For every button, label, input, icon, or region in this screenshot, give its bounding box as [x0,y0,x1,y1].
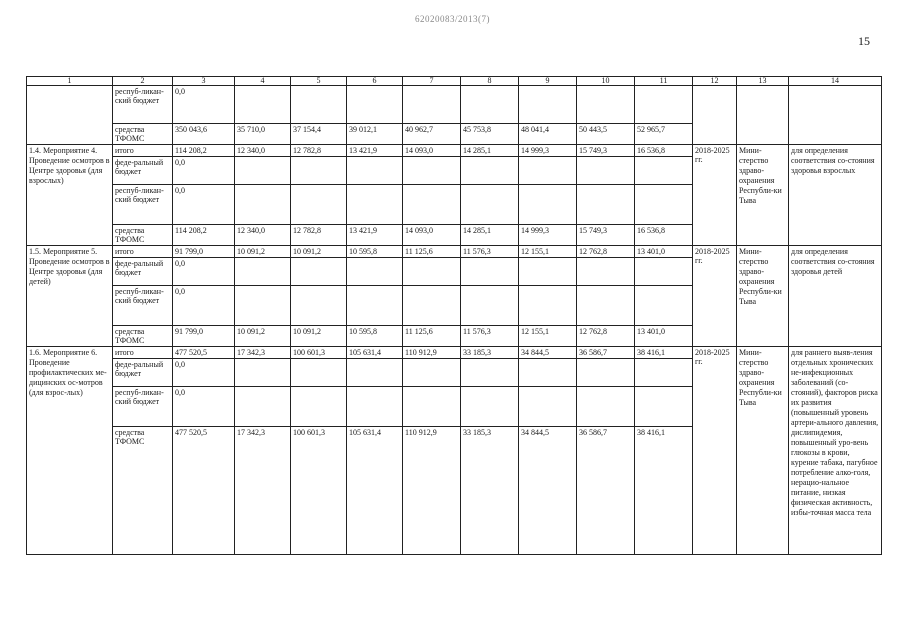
table-cell-value: 13 421,9 [347,145,403,157]
table-cell-value: 10 091,2 [235,326,291,347]
table-cell-value [635,387,693,427]
table-cell-value: 38 416,1 [635,347,693,359]
responsible-cell: Мини-стерство здраво-охранения Республи-ки Тыва [737,145,789,246]
table-cell-value [635,286,693,326]
table-cell-value [403,157,461,185]
table-cell-value [291,86,347,124]
responsible-cell: Мини-стерство здраво-охранения Республи-ки Тыва [737,347,789,555]
table-cell-value [291,387,347,427]
funding-source-cell: феде-ральный бюджет [113,359,173,387]
table-cell-value: 17 342,3 [235,427,291,555]
table-cell-value [519,286,577,326]
table-cell-value: 39 012,1 [347,124,403,145]
table-cell-value: 12 155,1 [519,326,577,347]
table-cell-value [235,258,291,286]
table-cell-value: 33 185,3 [461,347,519,359]
col-number: 5 [291,77,347,86]
table-cell-value [235,359,291,387]
table-cell-value [403,185,461,225]
table-cell-value [635,359,693,387]
table-cell-value: 105 631,4 [347,347,403,359]
table-cell-value: 114 208,2 [173,225,235,246]
table-cell-value [235,286,291,326]
table-cell-value [235,157,291,185]
table-row [27,246,882,258]
table-cell-value: 350 043,6 [173,124,235,145]
program-table [26,76,882,555]
table-cell-value: 14 093,0 [403,225,461,246]
table-cell-value [635,86,693,124]
table-cell-value: 105 631,4 [347,427,403,555]
table-cell-value [347,86,403,124]
table-cell-value: 14 285,1 [461,145,519,157]
table-cell-value: 12 762,8 [577,246,635,258]
table-cell-value [347,157,403,185]
col-number: 4 [235,77,291,86]
table-cell-value: 11 125,6 [403,326,461,347]
table-cell-value [577,359,635,387]
table-cell-value: 100 601,3 [291,347,347,359]
table-cell-value: 35 710,0 [235,124,291,145]
funding-source-cell: респуб-ликан-ский бюджет [113,286,173,326]
table-cell-value: 40 962,7 [403,124,461,145]
funding-source-cell: средства ТФОМС [113,427,173,555]
table-cell-value [291,157,347,185]
table-cell-value [519,359,577,387]
table-cell-value [235,387,291,427]
table-cell-value: 91 799,0 [173,326,235,347]
table-cell-value [577,258,635,286]
table-cell-value [235,86,291,124]
table-cell-value: 12 155,1 [519,246,577,258]
col-number: 6 [347,77,403,86]
table-cell-value [519,258,577,286]
table-cell-value: 15 749,3 [577,145,635,157]
table-cell-value [461,286,519,326]
table-cell-value [347,286,403,326]
table-cell-value: 12 782,8 [291,145,347,157]
col-number: 14 [789,77,882,86]
funding-source-cell: средства ТФОМС [113,124,173,145]
table-cell-value: 52 965,7 [635,124,693,145]
table-cell-value: 14 999,3 [519,145,577,157]
funding-source-cell: респуб-ликан-ский бюджет [113,185,173,225]
table-cell-value: 10 091,2 [235,246,291,258]
table-cell-value [461,258,519,286]
table-cell-value: 50 443,5 [577,124,635,145]
col-number: 12 [693,77,737,86]
table-cell-value [347,185,403,225]
table-cell-value: 110 912,9 [403,427,461,555]
table-cell-value: 17 342,3 [235,347,291,359]
table-cell-value: 33 185,3 [461,427,519,555]
document-id: 62020083/2013(7) [415,14,490,24]
table-cell-value [403,387,461,427]
table-cell-value: 38 416,1 [635,427,693,555]
table-cell-value [291,359,347,387]
table-cell-value: 45 753,8 [461,124,519,145]
activity-name-cell [27,86,113,145]
table-cell-value [577,86,635,124]
col-number: 2 [113,77,173,86]
funding-source-cell: феде-ральный бюджет [113,258,173,286]
col-number: 3 [173,77,235,86]
table-cell-value: 12 340,0 [235,225,291,246]
table-cell-value: 0,0 [173,185,235,225]
table-cell-value: 110 912,9 [403,347,461,359]
responsible-cell [737,86,789,145]
table-cell-value [461,157,519,185]
table-cell-value [235,185,291,225]
funding-source-cell: итого [113,145,173,157]
table-cell-value: 14 093,0 [403,145,461,157]
table-row [27,347,882,359]
table-cell-value [347,359,403,387]
table-cell-value [519,185,577,225]
table-cell-value: 477 520,5 [173,347,235,359]
responsible-cell: Мини-стерство здраво-охранения Республи-ки Тыва [737,246,789,347]
table-cell-value: 15 749,3 [577,225,635,246]
table-cell-value [577,157,635,185]
table-cell-value [403,359,461,387]
funding-source-cell: феде-ральный бюджет [113,157,173,185]
funding-source-cell: средства ТФОМС [113,225,173,246]
table-cell-value: 16 536,8 [635,145,693,157]
table-cell-value: 13 401,0 [635,246,693,258]
table-cell-value: 10 091,2 [291,326,347,347]
table-cell-value: 11 576,3 [461,246,519,258]
table-cell-value: 14 999,3 [519,225,577,246]
table-cell-value: 10 595,8 [347,246,403,258]
table-cell-value [403,86,461,124]
table-cell-value: 13 421,9 [347,225,403,246]
table-cell-value [347,387,403,427]
table-cell-value [461,359,519,387]
col-number: 13 [737,77,789,86]
table-cell-value: 12 782,8 [291,225,347,246]
result-cell: для раннего выяв-ления отдельных хронических не-инфекционных заболеваний (со-стояний), факторов риска их развития (повышенный уровень артери-ального давления, дислипидемия, повышенный уро-вень глюкозы в крови, курение табака, пагубное потребление алко-голя, нерацио-нальное питание, низкая физическая активность, избы-точная масса тела [789,347,882,555]
result-cell: для определения соответствия со-стояния здоровья взрослых [789,145,882,246]
table-cell-value: 477 520,5 [173,427,235,555]
table-cell-value [635,157,693,185]
column-number-row [27,77,882,86]
funding-source-cell: респуб-ликан-ский бюджет [113,387,173,427]
table-cell-value [635,185,693,225]
table-cell-value: 100 601,3 [291,427,347,555]
funding-source-cell: итого [113,246,173,258]
table-cell-value: 13 401,0 [635,326,693,347]
table-cell-value [291,258,347,286]
table-cell-value: 10 091,2 [291,246,347,258]
table-cell-value [519,157,577,185]
table-row [27,86,882,124]
table-cell-value: 0,0 [173,387,235,427]
col-number: 8 [461,77,519,86]
col-number: 1 [27,77,113,86]
table-cell-value [403,286,461,326]
table-cell-value [291,286,347,326]
table-cell-value: 36 586,7 [577,427,635,555]
table-cell-value [635,258,693,286]
col-number: 7 [403,77,461,86]
table-cell-value: 0,0 [173,286,235,326]
table-cell-value: 114 208,2 [173,145,235,157]
col-number: 10 [577,77,635,86]
table-cell-value: 0,0 [173,86,235,124]
table-cell-value: 48 041,4 [519,124,577,145]
table-cell-value: 0,0 [173,359,235,387]
table-cell-value: 0,0 [173,157,235,185]
table-cell-value: 14 285,1 [461,225,519,246]
table-cell-value: 34 844,5 [519,347,577,359]
table-cell-value: 36 586,7 [577,347,635,359]
activity-name-cell: 1.4. Мероприятие 4. Проведение осмотров в Центре здоровья (для взрослых) [27,145,113,246]
table-cell-value [461,185,519,225]
table-cell-value: 11 125,6 [403,246,461,258]
activity-name-cell: 1.6. Мероприятие 6. Проведение профилактических ме-дицинских ос-мотров (для взрос-лых) [27,347,113,555]
table-cell-value: 0,0 [173,258,235,286]
period-cell: 2018-2025 гг. [693,246,737,347]
table-cell-value: 12 340,0 [235,145,291,157]
table-cell-value [519,86,577,124]
table-cell-value: 10 595,8 [347,326,403,347]
funding-source-cell: респуб-ликан-ский бюджет [113,86,173,124]
table-cell-value: 12 762,8 [577,326,635,347]
col-number: 11 [635,77,693,86]
table-cell-value: 34 844,5 [519,427,577,555]
page-number: 15 [858,34,870,48]
table-cell-value [519,387,577,427]
table-row [27,145,882,157]
period-cell: 2018-2025 гг. [693,347,737,555]
table-cell-value: 11 576,3 [461,326,519,347]
col-number: 9 [519,77,577,86]
result-cell [789,86,882,145]
table-cell-value [461,387,519,427]
table-cell-value [347,258,403,286]
table-cell-value [577,185,635,225]
table-cell-value: 16 536,8 [635,225,693,246]
table-cell-value [577,387,635,427]
period-cell [693,86,737,145]
table-cell-value: 91 799,0 [173,246,235,258]
table-cell-value [403,258,461,286]
period-cell: 2018-2025 гг. [693,145,737,246]
funding-source-cell: итого [113,347,173,359]
funding-source-cell: средства ТФОМС [113,326,173,347]
activity-name-cell: 1.5. Мероприятие 5. Проведение осмотров в Центре здоровья (для детей) [27,246,113,347]
table-cell-value [577,286,635,326]
result-cell: для определения соответствия со-стояния здоровья детей [789,246,882,347]
table-cell-value [291,185,347,225]
table-cell-value [461,86,519,124]
table-cell-value: 37 154,4 [291,124,347,145]
